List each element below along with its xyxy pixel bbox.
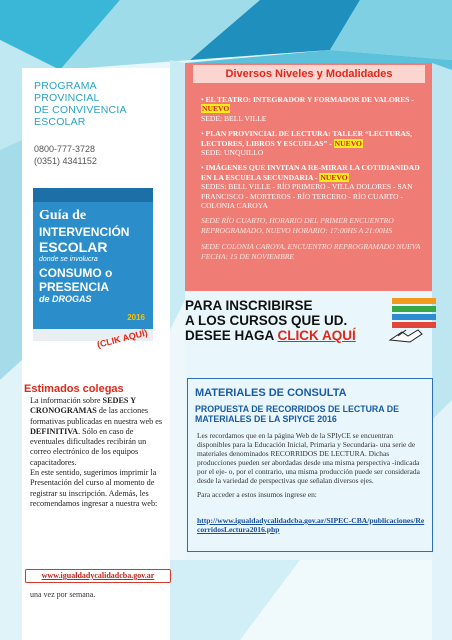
notice-emphasis: DEFINITIVA (30, 426, 79, 436)
guide-line: ESCOLAR (39, 239, 108, 255)
notice-text: La información sobre (30, 396, 103, 405)
course-title: IMÁGENES QUE INVITAN A RE-MIRAR LA COTIDIANIDAD EN LA ESCUELA SECUNDARIA - (201, 163, 420, 182)
list-item (201, 129, 427, 157)
notice-emphasis: SEDES Y CRONOGRAMAS (30, 396, 136, 416)
new-badge: NUEVO (202, 104, 230, 114)
guide-line: PRESENCIA (39, 280, 110, 294)
signup-line: A LOS CURSOS QUE UD. (185, 313, 348, 328)
course-sede: SEDES: BELL VILLE - RÍO PRIMERO - VILLA DOLORES - SAN FRANCISCO - MORTEROS - RÍO TERCERO - RÍO CUARTO - COLONIA CAROYA (201, 182, 413, 211)
schedule-note: SEDE COLONIA CAROYA, ENCUENTRO REPROGRAMADO NUEVA FECHA: 15 DE NOVIEMBRE (201, 242, 421, 261)
guide-cover-link[interactable] (33, 188, 153, 341)
guide-line: CONSUMO o (39, 266, 113, 280)
new-badge: NUEVO (320, 172, 348, 182)
course-sede: SEDE: BELL VILLE (201, 113, 267, 123)
phone-local: (0351) 4341152 (34, 156, 97, 166)
notice-text: En este sentido, sugerimos imprimir la Presentación del curso al momento de registrar su inscripción. Además, les recomendamos ingresar a nuestra web: (30, 468, 158, 508)
guide-line: INTERVENCIÓN (39, 225, 130, 239)
signup-line: PARA INSCRIBIRSE (185, 298, 313, 313)
website-link[interactable]: www.igualdadycalidadcba.gov.ar (25, 569, 171, 583)
signup-text: DESEE HAGA (185, 328, 278, 343)
materials-subheading: PROPUESTA DE RECORRIDOS DE LECTURA DE MATERIALES DE LA SPIYCE 2016 (195, 404, 399, 424)
course-sede: SEDE: UNQUILLO (201, 148, 264, 158)
list-item: • EL TEATRO: INTEGRADOR Y FORMADOR DE VALORES - NUEVO SEDE: BELL VILLE (201, 95, 414, 123)
bullet-icon: • (201, 95, 206, 104)
materials-paragraph: Para acceder a estos insumos ingrese en: (197, 490, 317, 499)
guide-year: 2016 (127, 313, 145, 322)
guide-logo-strip (33, 188, 153, 202)
materials-text (197, 431, 427, 499)
guide-click-label[interactable]: (CLIK AQUÍ) (96, 327, 149, 350)
phone-tollfree: 0800-777-3728 (34, 144, 96, 154)
notice-tail: una vez por semana. (30, 590, 96, 599)
materials-paragraph: Les recordamos que en la página Web de la SPIyCE se encuentran disponibles para la Educación Inicial, Primaria y Secundaria- una serie de materiales denominados RECORRIDOS DE LECTURA. Dichas producciones pueden ser abordadas desde una misma perspectiva -indicada por el eje- o, por el contrario, una misma producción puede ser considerada desde la variedad de perspectivas que señalan diversos ejes. (197, 431, 420, 485)
guide-line: de DROGAS (39, 294, 92, 304)
materials-link[interactable]: http://www.igualdadycalidadcba.gov.ar/SIPEC-CBA/publicaciones/RecorridosLectura2016.php (197, 516, 425, 534)
notice-text: . Sólo en caso de eventuales dificultades recibirán un correo electrónico de los equipos capacitadores. (30, 426, 147, 467)
schedule-note: SEDE RÍO CUARTO, HORARIO DEL PRIMER ENCUENTRO REPROGRAMADO, NUEVO HORARIO: 17:00HS A 21:00HS (201, 216, 394, 235)
hand-pointer-icon[interactable] (388, 296, 436, 344)
levels-list (201, 95, 427, 261)
program-title-line: DE CONVIVENCIA (34, 104, 127, 116)
signup-click-link[interactable]: CLICK AQUÍ (277, 328, 356, 343)
course-title: PLAN PROVINCIAL DE LECTURA: TALLER “LECTURAS, LECTORES, LIBROS Y ESCUELAS” - (201, 129, 413, 148)
course-title: EL TEATRO: INTEGRADOR Y FORMADOR DE VALORES (205, 95, 410, 104)
materials-heading: MATERIALES DE CONSULTA (195, 387, 347, 399)
list-item (201, 163, 427, 210)
bullet-icon: • (201, 129, 206, 139)
guide-line: Guía de (39, 208, 87, 223)
notice-body (30, 396, 168, 509)
notice-text: de las acciones formativas publicadas en nuestra web es (30, 406, 163, 426)
program-title-line: ESCOLAR (34, 116, 86, 128)
signup-line (185, 328, 385, 343)
guide-line: donde se involucra (39, 256, 98, 263)
program-title (34, 80, 164, 128)
signup-callout (185, 298, 385, 343)
program-title-line: PROVINCIAL (34, 92, 100, 104)
notice-heading: Estimados colegas (24, 383, 124, 395)
levels-heading: Diversos Niveles y Modalidades (193, 65, 425, 83)
new-badge: NUEVO (334, 138, 362, 148)
program-title-line: PROGRAMA (34, 80, 97, 92)
bullet-icon: • (201, 163, 206, 173)
